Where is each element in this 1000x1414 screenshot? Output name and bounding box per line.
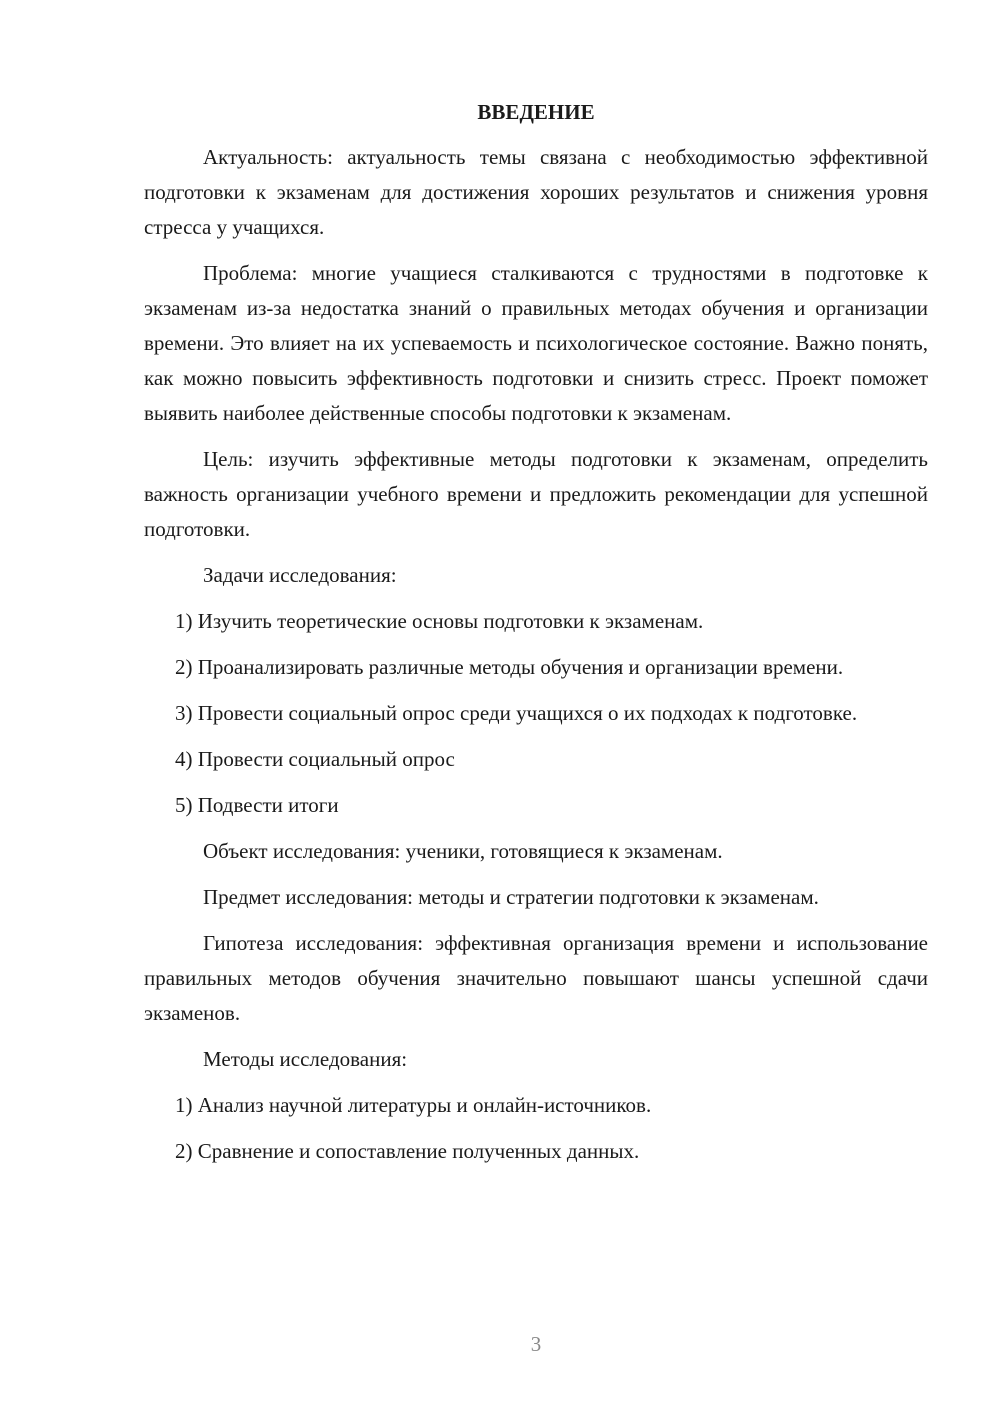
list-item: 1) Изучить теоретические основы подготовки к экзаменам. (175, 609, 704, 633)
page-number: 3 (530, 1332, 542, 1356)
list-item: 2) Проанализировать различные методы обучения и организации времени. (175, 655, 844, 679)
page-content (144, 95, 928, 1180)
paragraph-subject: Предмет исследования: методы и стратегии подготовки к экзаменам. (203, 885, 819, 909)
paragraph-tasks-heading: Задачи исследования: (203, 563, 397, 587)
paragraph-hypothesis: Гипотеза исследования: эффективная организация времени и использование правильных методов обучения значительно повышают шансы успешной сдачи экзаменов. (144, 931, 928, 1025)
section-title: ВВЕДЕНИЕ (477, 100, 595, 124)
list-item: 4) Провести социальный опрос (175, 747, 455, 771)
list-item: 1) Анализ научной литературы и онлайн-источников. (175, 1093, 652, 1117)
paragraph-methods-heading: Методы исследования: (203, 1047, 408, 1071)
list-item: 3) Провести социальный опрос среди учащихся о их подходах к подготовке. (175, 701, 858, 725)
list-item: 5) Подвести итоги (175, 793, 339, 817)
paragraph-goal: Цель: изучить эффективные методы подготовки к экзаменам, определить важность организации учебного времени и предложить рекомендации для успешной подготовки. (144, 447, 928, 541)
paragraph-relevance: Актуальность: актуальность темы связана с необходимостью эффективной подготовки к экзаменам для достижения хороших результатов и снижения уровня стресса у учащихся. (144, 145, 928, 239)
paragraph-object: Объект исследования: ученики, готовящиеся к экзаменам. (203, 839, 723, 863)
paragraph-problem: Проблема: многие учащиеся сталкиваются с трудностями в подготовке к экзаменам из-за недостатка знаний о правильных методах обучения и организации времени. Это влияет на их успеваемость и психологическое состояние. Важно понять, как можно повысить эффективность подготовки и снизить стресс. Проект поможет выявить наиболее действенные способы подготовки к экзаменам. (144, 261, 928, 425)
list-item: 2) Сравнение и сопоставление полученных данных. (175, 1139, 640, 1163)
